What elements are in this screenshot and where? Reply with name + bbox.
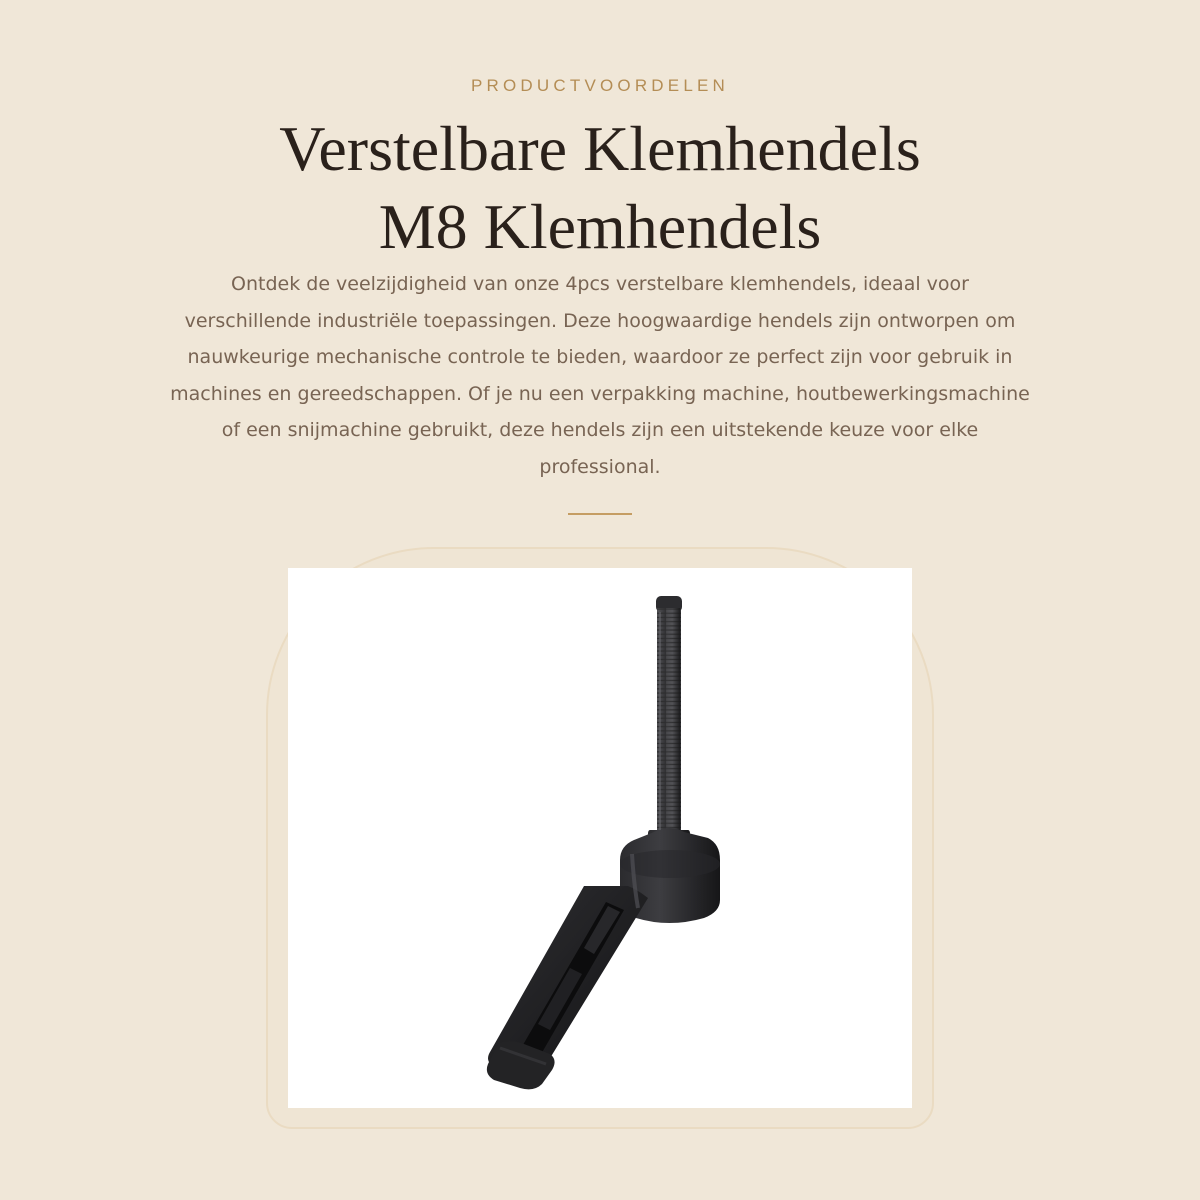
title-line-1: Verstelbare Klemhendels (279, 113, 921, 184)
divider (568, 513, 632, 515)
title-line-2: M8 Klemhendels (378, 191, 822, 262)
product-image (288, 568, 912, 1108)
product-description: Ontdek de veelzijdigheid van onze 4pcs verstelbare klemhendels, ideaal voor verschillende industriële toepassingen. Deze hoogwaardige hendels zijn ontworpen om nauwkeurige mechanische controle te bieden, waardoor ze perfect zijn voor gebruik in machines en gereedschappen. Of je nu een verpakking machine, houtbewerkingsmachine of een snijmachine gebruikt, deze hendels zijn een uitstekende keuze voor elke professional. (170, 273, 1030, 478)
section-eyebrow: PRODUCTVOORDELEN (470, 76, 729, 95)
clamping-lever-icon (288, 568, 912, 1108)
page-title (0, 110, 1200, 266)
